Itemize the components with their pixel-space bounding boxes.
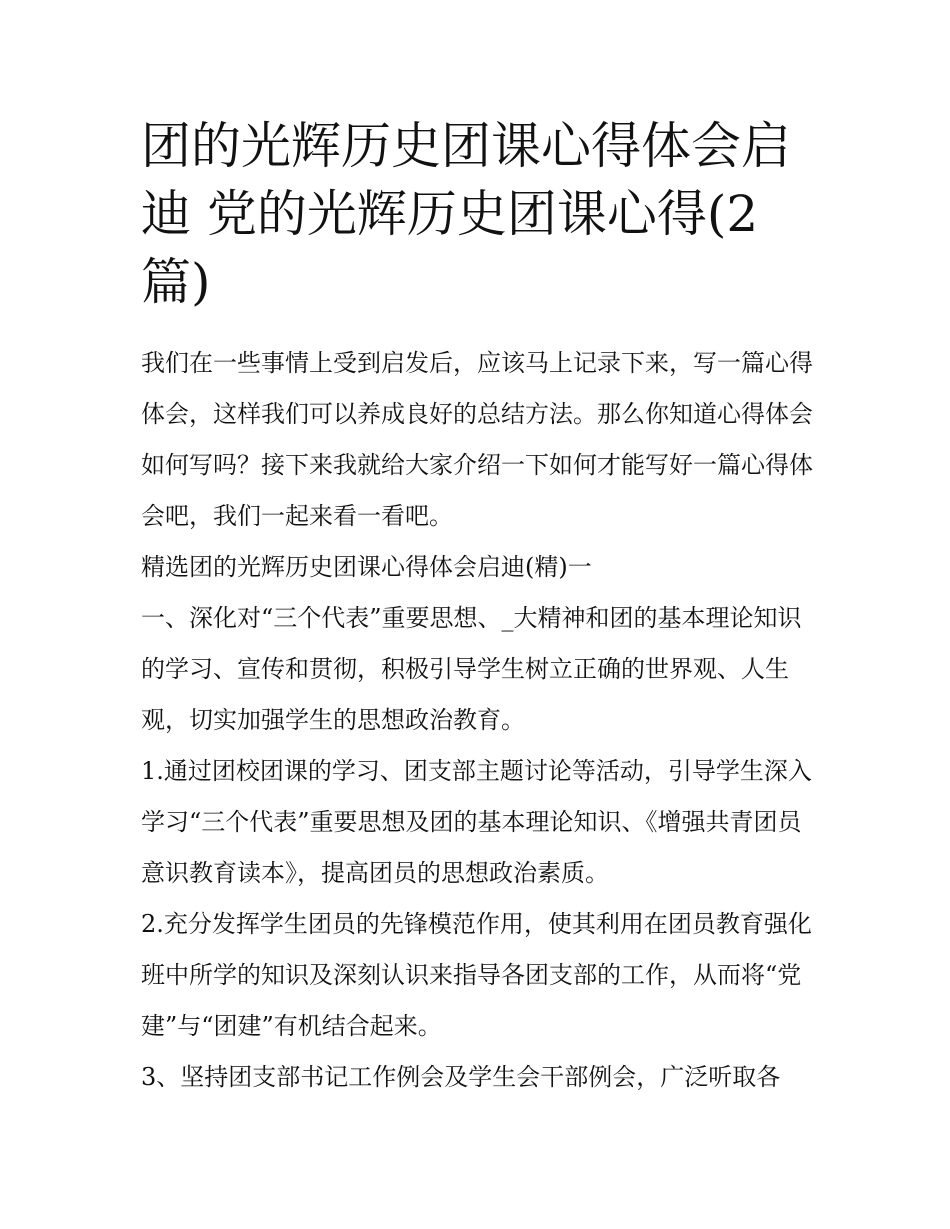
paragraph-point-1: 一、深化对“三个代表”重要思想、_大精神和团的基本理论知识的学习、宣传和贯彻，积极引导学生树立正确的世界观、人生观，切实加强学生的思想政治教育。 [141, 604, 802, 734]
paragraph-section-heading: 精选团的光辉历史团课心得体会启迪(精)一 [141, 553, 592, 581]
paragraph-item-2: 2.充分发挥学生团员的先锋模范作用，使其利用在团员教育强化班中所学的知识及深刻认识来指导各团支部的工作，从而将“党建”与“团建”有机结合起来。 [141, 910, 812, 1040]
paragraph-intro: 我们在一些事情上受到启发后，应该马上记录下来，写一篇心得体会，这样我们可以养成良好的总结方法。那么你知道心得体会如何写吗？接下来我就给大家介绍一下如何才能写好一篇心得体会吧，我们一起来看一看吧。 [141, 349, 813, 530]
document-page [141, 112, 813, 1103]
paragraph-item-3: 3、坚持团支部书记工作例会及学生会干部例会，广泛听取各 [141, 1063, 781, 1091]
document-title: 团的光辉历史团课心得体会启迪 党的光辉历史团课心得(2篇) [141, 117, 791, 311]
document-body [141, 338, 813, 1103]
paragraph-item-1: 1.通过团校团课的学习、团支部主题讨论等活动，引导学生深入学习“三个代表”重要思想及团的基本理论知识、《增强共青团员意识教育读本》，提高团员的思想政治素质。 [141, 757, 812, 887]
